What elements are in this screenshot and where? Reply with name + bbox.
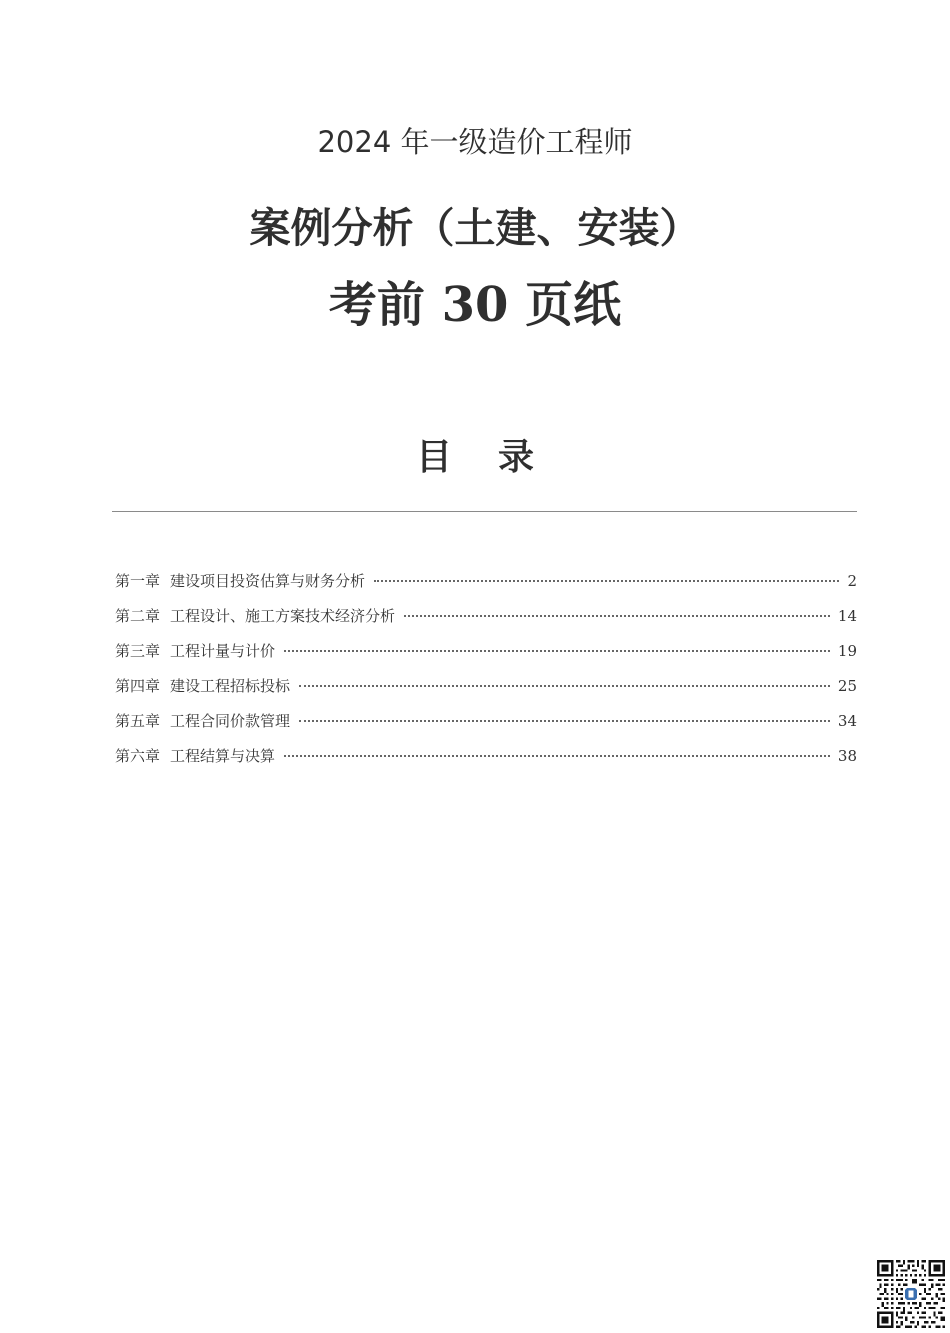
- toc-page-number: 38: [837, 747, 857, 765]
- toc-chapter-number: 第二章: [115, 607, 161, 625]
- toc-dot-leader: [404, 615, 830, 617]
- toc-page-number: 25: [837, 677, 857, 695]
- toc-entry-4[interactable]: [115, 675, 857, 710]
- toc-heading: 目录: [415, 436, 580, 478]
- book-title-line2: 考前 30 页纸: [328, 277, 622, 333]
- toc-dot-leader: [374, 580, 839, 582]
- toc-dot-leader: [284, 650, 830, 652]
- toc-dot-leader: [299, 685, 830, 687]
- toc-chapter-title: 工程设计、施工方案技术经济分析: [170, 607, 396, 625]
- toc-dot-leader: [299, 720, 830, 722]
- exam-subtitle: 2024 年一级造价工程师: [317, 125, 633, 159]
- toc-page-number: 19: [837, 642, 857, 660]
- toc-chapter-number: 第五章: [115, 712, 161, 730]
- toc-divider: [112, 511, 857, 512]
- toc-chapter-number: 第六章: [115, 747, 161, 765]
- toc-entry-1[interactable]: [115, 570, 857, 605]
- toc-chapter-number: 第三章: [115, 642, 161, 660]
- toc-page-number: 14: [837, 607, 857, 625]
- toc-entry-3[interactable]: [115, 640, 857, 675]
- toc-chapter-title: 工程结算与决算: [170, 747, 276, 765]
- toc-chapter-title: 建设项目投资估算与财务分析: [170, 572, 366, 590]
- toc-chapter-number: 第四章: [115, 677, 161, 695]
- toc-chapter-title: 建设工程招标投标: [170, 677, 291, 695]
- toc-entry-2[interactable]: [115, 605, 857, 640]
- toc-chapter-title: 工程计量与计价: [170, 642, 276, 660]
- qr-code-icon[interactable]: [877, 1260, 945, 1328]
- book-title-line1: 案例分析（土建、安装）: [249, 204, 701, 252]
- toc-chapter-number: 第一章: [115, 572, 161, 590]
- toc-chapter-title: 工程合同价款管理: [170, 712, 291, 730]
- toc-dot-leader: [284, 755, 830, 757]
- toc-entry-5[interactable]: [115, 710, 857, 745]
- toc-page-number: 34: [837, 712, 857, 730]
- toc-page-number: 2: [847, 572, 857, 590]
- toc-entry-6[interactable]: [115, 745, 857, 780]
- table-of-contents: [115, 570, 857, 780]
